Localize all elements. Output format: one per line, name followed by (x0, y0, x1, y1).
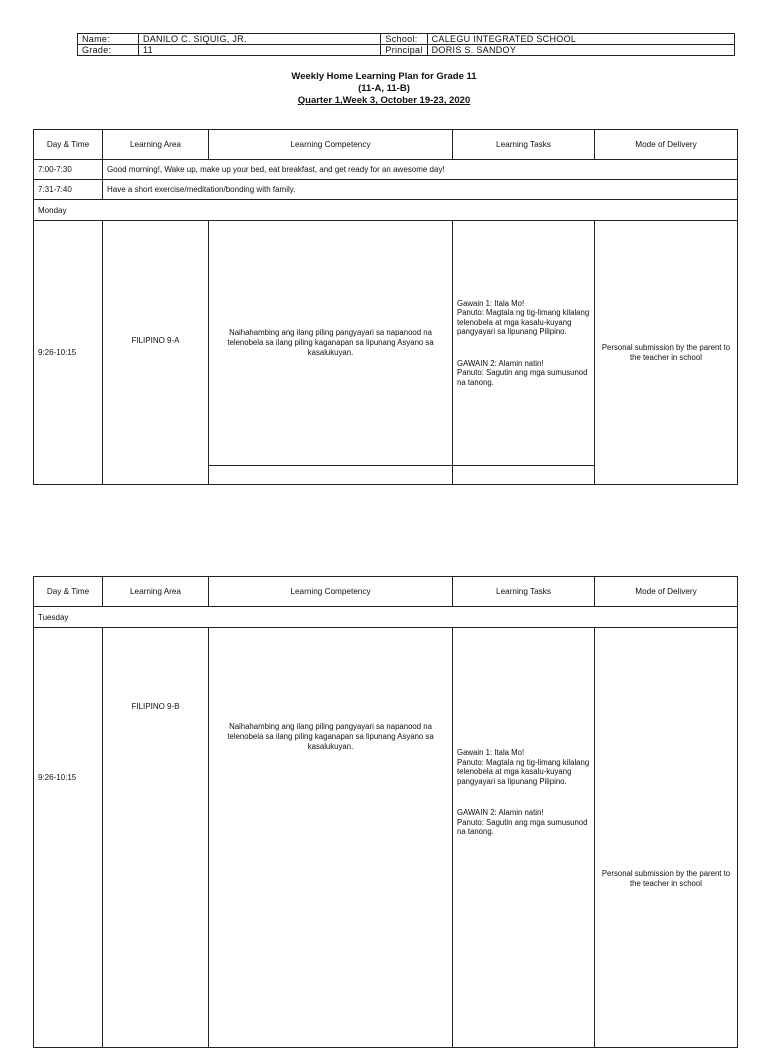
header-row (34, 577, 738, 607)
routine-activity: Have a short exercise/meditation/bonding with family. (103, 180, 738, 200)
empty-cell (453, 466, 595, 485)
lesson-row (34, 628, 738, 1048)
school-label: School: (381, 34, 427, 45)
name-label: Name: (78, 34, 139, 45)
day-row (34, 607, 738, 628)
header-learning-competency: Learning Competency (209, 577, 453, 607)
header-learning-tasks: Learning Tasks (453, 577, 595, 607)
principal-label: Principal (381, 45, 427, 56)
routine-row (34, 160, 738, 180)
task-2-body: Panuto: Sagutin ang mga sumusunod na tanong. (457, 368, 588, 387)
task-2-title: GAWAIN 2: Alamin natin! (457, 358, 544, 368)
header-row (34, 130, 738, 160)
competency-text: Naihahambing ang ilang piling pangyayari sa napanood na telenobela sa ilang piling kaganapan sa lipunang Asyano sa kasalukuyan. (227, 328, 434, 357)
task-1-body: Panuto: Magtala ng tig-limang kilalang telenobela at mga kasalu-kuyang pangyayari sa lipunang Pilipino. (457, 308, 590, 337)
school-value: CALEGU INTEGRATED SCHOOL (427, 34, 734, 45)
lesson-competency (209, 221, 453, 466)
lesson-row (34, 221, 738, 466)
task-1-body: Panuto: Magtala ng tig-limang kilalang telenobela at mga kasalu-kuyang pangyayari sa lipunang Pilipino. (457, 757, 590, 786)
day-row (34, 200, 738, 221)
lesson-time: 9:26-10:15 (34, 221, 103, 485)
mode-text: Personal submission by the parent to the teacher in school (601, 342, 731, 362)
header-day-time: Day & Time (34, 577, 103, 607)
routine-time: 7:31-7:40 (34, 180, 103, 200)
routine-activity: Good morning!, Wake up, make up your bed, eat breakfast, and get ready for an awesome day! (103, 160, 738, 180)
plan-table-tuesday (33, 576, 738, 1048)
header-mode-of-delivery: Mode of Delivery (595, 130, 738, 160)
plan-table-monday (33, 129, 738, 485)
learning-area-text: FILIPINO 9-A (131, 335, 180, 345)
lesson-tasks (453, 628, 595, 1048)
learning-area-text: FILIPINO 9-B (131, 702, 180, 711)
task-1-title: Gawain 1: Itala Mo! (457, 748, 525, 757)
lesson-learning-area (103, 628, 209, 1048)
task-2-body: Panuto: Sagutin ang mga sumusunod na tanong. (457, 817, 588, 836)
lesson-mode-of-delivery (595, 221, 738, 485)
title-line-1: Weekly Home Learning Plan for Grade 11 (291, 71, 477, 82)
lesson-competency (209, 628, 453, 1048)
header-day-time: Day & Time (34, 130, 103, 160)
document-title (0, 71, 768, 107)
title-line-3: Quarter 1,Week 3, October 19-23, 2020 (297, 95, 471, 106)
header-learning-tasks: Learning Tasks (453, 130, 595, 160)
routine-time: 7:00-7:30 (34, 160, 103, 180)
time-text: 9:26-10:15 (38, 773, 77, 782)
day-label-monday: Monday (34, 200, 738, 221)
title-line-2: (11-A, 11-B) (358, 83, 410, 94)
lesson-time (34, 628, 103, 1048)
teacher-info-table (77, 33, 735, 56)
lesson-tasks (453, 221, 595, 466)
principal-value: DORIS S. SANDOY (427, 45, 734, 56)
info-row-name (78, 34, 735, 45)
empty-cell (209, 466, 453, 485)
header-learning-area: Learning Area (103, 577, 209, 607)
competency-text: Naihahambing ang ilang piling pangyayari sa napanood na telenobela sa ilang piling kaganapan sa lipunang Asyano sa kasalukuyan. (227, 722, 434, 751)
header-learning-area: Learning Area (103, 130, 209, 160)
grade-value: 11 (138, 45, 380, 56)
header-mode-of-delivery: Mode of Delivery (595, 577, 738, 607)
task-1-title: Gawain 1: Itala Mo! (457, 298, 525, 308)
lesson-mode-of-delivery (595, 628, 738, 1048)
mode-text: Personal submission by the parent to the teacher in school (601, 869, 731, 888)
info-row-grade (78, 45, 735, 56)
day-label-tuesday: Tuesday (34, 607, 738, 628)
task-2-title: GAWAIN 2: Alamin natin! (457, 808, 544, 817)
routine-row (34, 180, 738, 200)
header-learning-competency: Learning Competency (209, 130, 453, 160)
lesson-learning-area (103, 221, 209, 485)
grade-label: Grade: (78, 45, 139, 56)
name-value: DANILO C. SIQUIG, JR. (138, 34, 380, 45)
